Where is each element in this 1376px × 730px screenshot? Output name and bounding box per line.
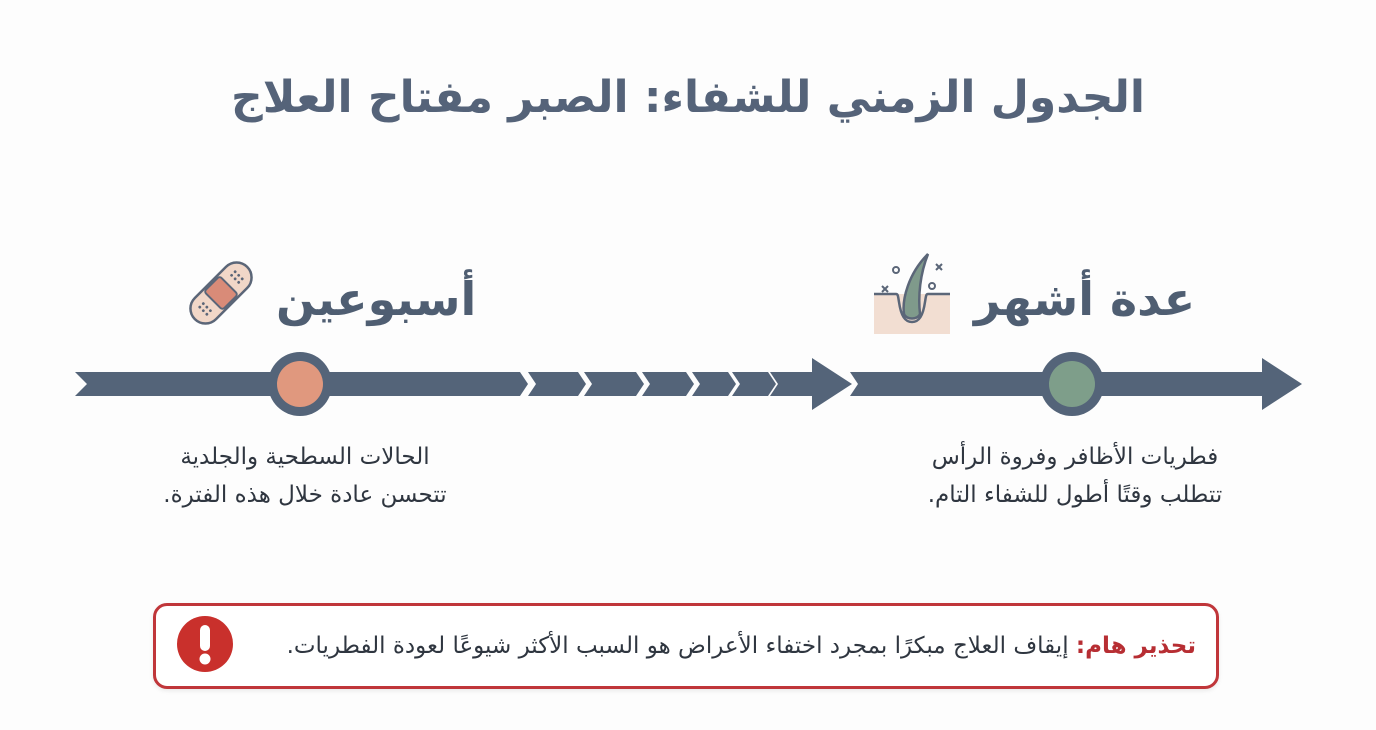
warning-message (287, 633, 1196, 659)
stage-heading-several-months (872, 250, 1195, 347)
timeline-arrow (0, 340, 1376, 430)
description-line: فطريات الأظافر وفروة الرأس (931, 444, 1219, 470)
description-line: الحالات السطحية والجلدية (180, 444, 430, 470)
bandage-icon (188, 258, 254, 339)
stage-description-two-weeks (110, 438, 500, 514)
warning-box (153, 603, 1219, 689)
description-line: تتحسن عادة خلال هذه الفترة. (163, 482, 447, 508)
page-title: الجدول الزمني للشفاء: الصبر مفتاح العلاج (230, 72, 1146, 123)
exclamation-icon (176, 615, 234, 677)
stage-description-several-months (880, 438, 1270, 514)
stage-heading-label: عدة أشهر (974, 271, 1196, 326)
description-line: تتطلب وقتًا أطول للشفاء التام. (927, 482, 1223, 508)
warning-text: إيقاف العلاج مبكرًا بمجرد اختفاء الأعراض هو السبب الأكثر شيوعًا لعودة الفطريات. (286, 633, 1069, 659)
warning-label: تحذير هام: (1075, 633, 1196, 659)
stage-heading-two-weeks (188, 258, 476, 339)
stage-heading-label: أسبوعين (276, 271, 477, 326)
hair-follicle-icon (872, 250, 952, 347)
